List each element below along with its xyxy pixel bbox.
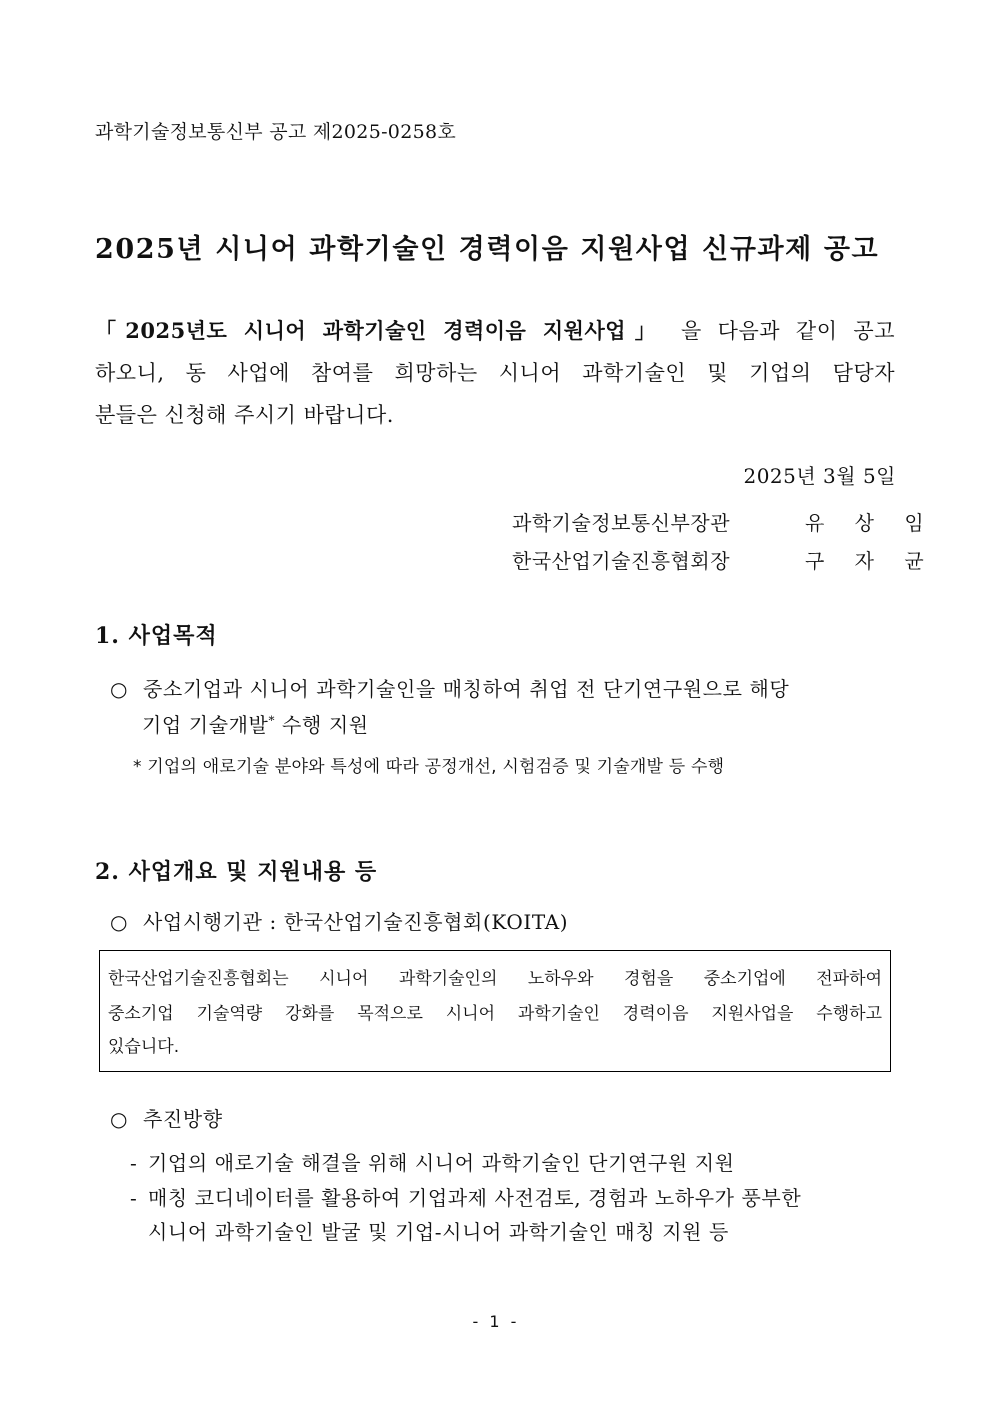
signatory-org: 과학기술정보통신부장관 — [512, 511, 731, 535]
list-item — [110, 673, 789, 702]
info-box — [99, 950, 891, 1072]
section-heading: 2. 사업개요 및 지원내용 등 — [95, 859, 378, 885]
program-name: 「2025년도 시니어 과학기술인 경력이음 지원사업」 — [95, 318, 666, 343]
notice-number: 과학기술정보통신부 공고 제2025-0258호 — [95, 121, 457, 143]
page-number: - 1 - — [472, 1312, 520, 1331]
list-item-text: 추진방향 — [143, 1107, 223, 1131]
info-box-line: 있습니다. — [108, 1037, 180, 1057]
signatory-name: 구 자 균 — [805, 549, 936, 573]
intro-line-1-rest: 을 다음과 같이 공고 — [680, 319, 895, 343]
sub-list-item-continuation: 시니어 과학기술인 발굴 및 기업-시니어 과학기술인 매칭 지원 등 — [148, 1220, 729, 1244]
section-heading: 1. 사업목적 — [95, 623, 218, 649]
sub-list-item — [130, 1182, 801, 1211]
info-box-line: 중소기업 기술역량 강화를 목적으로 시니어 과학기술인 경력이음 지원사업을 수행하고 — [108, 1004, 882, 1024]
dash-bullet-icon: - — [130, 1186, 138, 1210]
sub-list-item-text: 매칭 코디네이터를 활용하여 기업과제 사전검토, 경험과 노하우가 풍부한 — [148, 1186, 802, 1210]
circle-bullet-icon: ○ — [110, 1107, 129, 1131]
sub-list-item-text: 기업의 애로기술 해결을 위해 시니어 과학기술인 단기연구원 지원 — [148, 1151, 735, 1175]
circle-bullet-icon: ○ — [110, 677, 129, 701]
signatory-name: 유 상 임 — [805, 511, 936, 535]
intro-paragraph — [95, 310, 895, 436]
info-box-line: 한국산업기술진흥협회는 시니어 과학기술인의 노하우와 경험을 중소기업에 전파하여 — [108, 969, 882, 989]
intro-line-3: 분들은 신청해 주시기 바랍니다. — [95, 403, 394, 427]
dash-bullet-icon: - — [130, 1151, 138, 1175]
footnote: * 기업의 애로기술 분야와 특성에 따라 공정개선, 시험검증 및 기술개발 등 수행 — [133, 757, 725, 777]
list-item-text: 중소기업과 시니어 과학기술인을 매칭하여 취업 전 단기연구원으로 해당 — [143, 677, 790, 701]
intro-line-2: 하오니, 동 사업에 참여를 희망하는 시니어 과학기술인 및 기업의 담당자 — [95, 361, 895, 385]
document-title: 2025년 시니어 과학기술인 경력이음 지원사업 신규과제 공고 — [95, 234, 880, 265]
sub-list-item — [130, 1147, 735, 1176]
signatory-org: 한국산업기술진흥협회장 — [512, 549, 731, 573]
footnote-marker: * — [268, 713, 276, 728]
list-item-text: 기업 기술개발 — [142, 713, 269, 737]
circle-bullet-icon: ○ — [110, 910, 129, 934]
list-item — [110, 906, 568, 935]
list-item — [110, 1103, 223, 1132]
announcement-date: 2025년 3월 5일 — [743, 464, 896, 488]
list-item-text: 사업시행기관 : 한국산업기술진흥협회(KOITA) — [143, 910, 569, 934]
list-item-text: 수행 지원 — [275, 713, 369, 737]
intro-line-1 — [95, 310, 895, 352]
list-item-continuation — [142, 709, 369, 738]
